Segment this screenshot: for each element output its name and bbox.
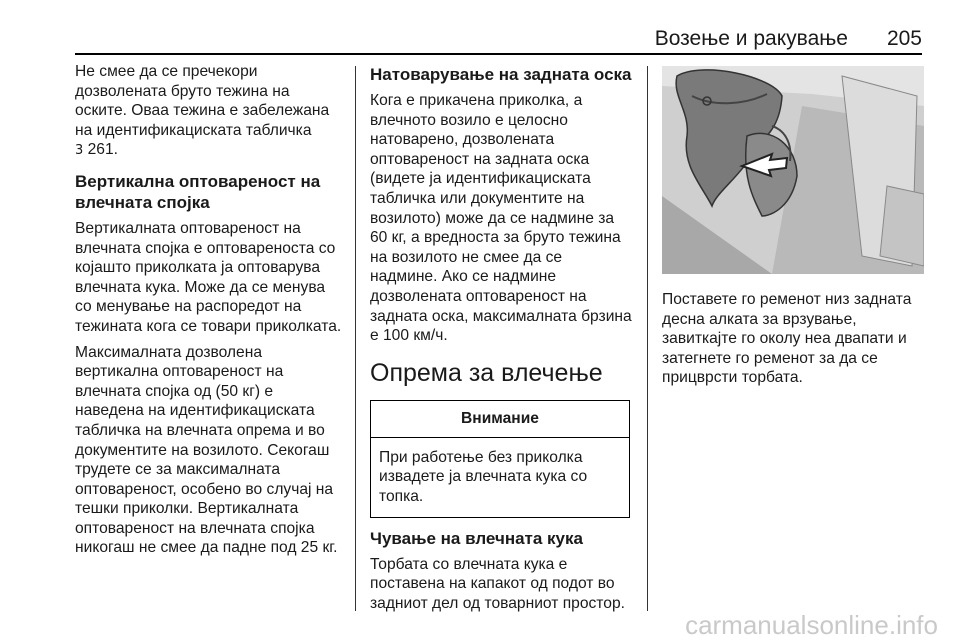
- reference-arrow-icon: 3: [75, 143, 84, 159]
- page-header: [0, 0, 960, 54]
- vertical-load-paragraph-1: Вертикалната оптовареност на влечната спојка е оптовареноста со којашто приколката ја оптоварува влечната кука. Може да се менува со менување на распоредот на тежината кога се товари приколката.: [75, 219, 342, 335]
- strap-instructions-paragraph: Поставете го ременот низ задната десна алката за врзување, завиткајте го околу неа двапати и затегнете го ременот за да се прицврсти торбата.: [662, 291, 912, 387]
- header-rule: [75, 53, 922, 55]
- column-divider-2: [647, 66, 648, 611]
- rear-axle-paragraph: Кога е прикачена приколка, а влечното возило е целосно натоварено, дозволената оптовареност на задната оска (видете ја идентификациската табличка или документите на возилото) може да се надмине за 60 кг, а вредноста за бруто тежина на возилото не смее да се надмине. Ако се надмине дозволената оптовареност на задната оска, максималната брзина е 100 км/ч.: [370, 92, 632, 345]
- page-number: 205: [886, 27, 922, 50]
- vertical-load-paragraph-2: Максималната дозволена вертикална оптовареност на влечната спојка од (50 кг) е наведена на идентификациската табличка на влечната опрема и во документите на возилото. Секогаш трудете се за максималната оптовареност, особено во случај на тешки приколки. Вертикалната оптовареност на влечната спојка никогаш не смее да падне под 25 кг.: [75, 343, 338, 557]
- caution-notice-box: [370, 400, 630, 518]
- page-reference[interactable]: 261.: [83, 141, 118, 159]
- cargo-bag-illustration-icon: [662, 66, 924, 274]
- caution-notice-title: Внимание: [371, 401, 629, 438]
- watermark: carmanualsonline.info: [685, 610, 938, 640]
- cargo-bag-illustration: [662, 66, 924, 274]
- section-heading-rear-axle: Натоварување на задната оска: [370, 65, 632, 84]
- section-heading-towing-equipment: Опрема за влечење: [370, 358, 603, 387]
- axle-load-paragraph: [75, 62, 345, 161]
- column-middle: [370, 62, 632, 619]
- section-heading-vertical-load: Вертикална оптовареност на влечната спојка: [75, 171, 321, 212]
- section-heading-storage: Чување на влечната кука: [370, 528, 583, 548]
- chapter-title: Возење и ракување: [654, 27, 848, 50]
- caution-notice-body: При работење без приколка извадете ја влечната кука со топка.: [379, 448, 588, 505]
- column-left: [75, 62, 345, 564]
- column-divider-1: [355, 66, 356, 611]
- axle-load-text: Не смее да се пречекори дозволената бруто тежина на оските. Оваа тежина е забележана на идентификациската табличка: [75, 63, 330, 139]
- storage-paragraph: Торбата со влечната кука е поставена на капакот од подот во задниот дел од товарниот простор.: [370, 555, 625, 612]
- column-right: [662, 62, 924, 394]
